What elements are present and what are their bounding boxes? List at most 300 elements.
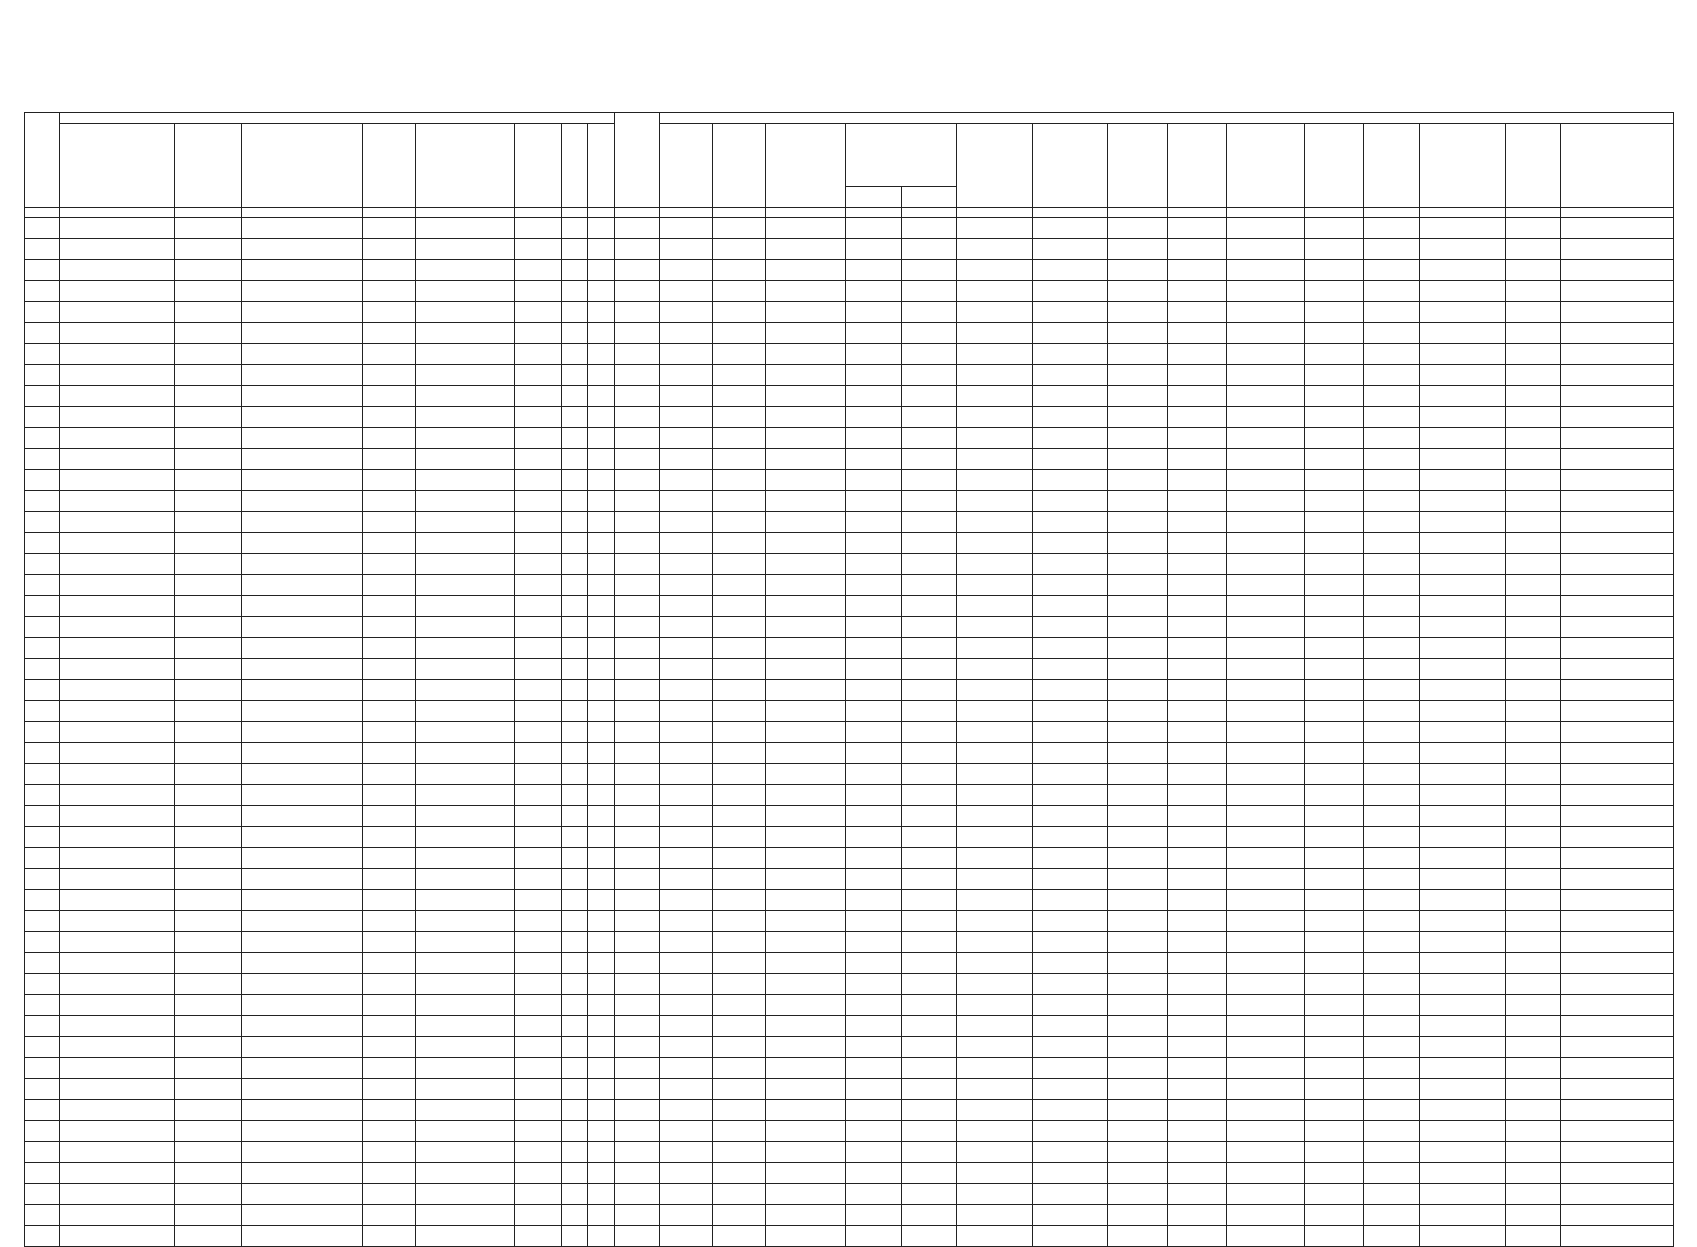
table-row [25, 995, 1674, 1016]
cell-col-16 [956, 386, 1032, 407]
cell-col-9 [588, 1100, 615, 1121]
cell-col-1 [25, 743, 60, 764]
cell-col-16 [956, 470, 1032, 491]
cell-col-13 [766, 617, 846, 638]
cell-col-17 [1032, 827, 1108, 848]
cell-col-21 [1305, 785, 1364, 806]
cell-col-12 [713, 554, 766, 575]
cell-col-25 [1561, 974, 1674, 995]
cell-col-5 [362, 974, 415, 995]
cell-col-22 [1364, 1163, 1419, 1184]
cell-col-15 [901, 722, 956, 743]
cell-col-5 [362, 701, 415, 722]
cell-col-12 [713, 1163, 766, 1184]
cell-col-21 [1305, 386, 1364, 407]
cell-col-20 [1227, 365, 1305, 386]
table-row [25, 575, 1674, 596]
col-header-20 [1227, 124, 1305, 208]
cell-col-7 [514, 512, 561, 533]
cell-col-9 [588, 1142, 615, 1163]
cell-col-18 [1108, 512, 1167, 533]
cell-col-1 [25, 239, 60, 260]
cell-col-25 [1561, 743, 1674, 764]
cell-col-10 [614, 1142, 659, 1163]
cell-col-20 [1227, 848, 1305, 869]
cell-col-25 [1561, 911, 1674, 932]
cell-col-12 [713, 659, 766, 680]
cell-col-12 [713, 911, 766, 932]
cell-col-11 [659, 407, 712, 428]
cell-col-25 [1561, 533, 1674, 554]
cell-col-15 [901, 239, 956, 260]
cell-col-17 [1032, 701, 1108, 722]
cell-col-23 [1419, 1205, 1505, 1226]
cell-col-3 [174, 722, 242, 743]
cell-col-9 [588, 806, 615, 827]
cell-col-3 [174, 953, 242, 974]
cell-col-24 [1505, 659, 1560, 680]
cell-col-12 [713, 680, 766, 701]
cell-col-14 [846, 1058, 901, 1079]
cell-col-16 [956, 701, 1032, 722]
cell-col-25 [1561, 449, 1674, 470]
cell-col-10 [614, 701, 659, 722]
cell-col-9 [588, 218, 615, 239]
col-header-7 [514, 124, 561, 208]
cell-col-3 [174, 365, 242, 386]
cell-col-5 [362, 1163, 415, 1184]
cell-col-3 [174, 1058, 242, 1079]
cell-col-6 [416, 323, 514, 344]
cell-col-4 [242, 806, 363, 827]
cell-col-6 [416, 533, 514, 554]
cell-col-9 [588, 869, 615, 890]
cell-col-3 [174, 890, 242, 911]
cell-col-17 [1032, 869, 1108, 890]
cell-col-4 [242, 827, 363, 848]
cell-col-23 [1419, 407, 1505, 428]
cell-col-14 [846, 407, 901, 428]
cell-col-12 [713, 827, 766, 848]
cell-col-21 [1305, 806, 1364, 827]
cell-col-16 [956, 869, 1032, 890]
cell-col-8 [561, 638, 588, 659]
cell-col-21 [1305, 218, 1364, 239]
cell-col-19 [1167, 596, 1226, 617]
cell-col-14 [846, 512, 901, 533]
cell-col-5 [362, 869, 415, 890]
cell-col-8 [561, 701, 588, 722]
cell-col-7 [514, 848, 561, 869]
cell-col-25 [1561, 1058, 1674, 1079]
cell-col-18 [1108, 1205, 1167, 1226]
cell-col-19 [1167, 491, 1226, 512]
cell-col-8 [561, 890, 588, 911]
cell-col-17 [1032, 932, 1108, 953]
col-header-21 [1305, 124, 1364, 208]
table-body [25, 218, 1674, 1247]
cell-col-22 [1364, 491, 1419, 512]
table-row [25, 701, 1674, 722]
cell-col-12 [713, 491, 766, 512]
cell-col-22 [1364, 1205, 1419, 1226]
cell-col-1 [25, 302, 60, 323]
table-row [25, 932, 1674, 953]
cell-col-14 [846, 596, 901, 617]
cell-col-8 [561, 1205, 588, 1226]
cell-col-2 [59, 386, 174, 407]
col-header-12 [713, 124, 766, 208]
cell-col-2 [59, 890, 174, 911]
cell-col-13 [766, 806, 846, 827]
cell-col-13 [766, 512, 846, 533]
col-header-23 [1419, 124, 1505, 208]
cell-col-17 [1032, 596, 1108, 617]
cell-col-22 [1364, 617, 1419, 638]
cell-col-25 [1561, 659, 1674, 680]
table-row [25, 680, 1674, 701]
cell-col-12 [713, 260, 766, 281]
cell-col-9 [588, 533, 615, 554]
cell-col-20 [1227, 302, 1305, 323]
cell-col-14 [846, 260, 901, 281]
cell-col-24 [1505, 848, 1560, 869]
cell-col-20 [1227, 1205, 1305, 1226]
cell-col-5 [362, 827, 415, 848]
cell-col-10 [614, 470, 659, 491]
column-number [25, 208, 60, 218]
cell-col-16 [956, 260, 1032, 281]
cell-col-13 [766, 323, 846, 344]
cell-col-9 [588, 659, 615, 680]
cell-col-12 [713, 785, 766, 806]
cell-col-2 [59, 848, 174, 869]
cell-col-23 [1419, 869, 1505, 890]
cell-col-19 [1167, 386, 1226, 407]
cell-col-21 [1305, 974, 1364, 995]
cell-col-9 [588, 344, 615, 365]
table-row [25, 890, 1674, 911]
cell-col-6 [416, 680, 514, 701]
cell-col-25 [1561, 302, 1674, 323]
cell-col-17 [1032, 386, 1108, 407]
cell-col-11 [659, 344, 712, 365]
cell-col-12 [713, 1016, 766, 1037]
cell-col-24 [1505, 764, 1560, 785]
cell-col-25 [1561, 1205, 1674, 1226]
cell-col-22 [1364, 260, 1419, 281]
cell-col-15 [901, 638, 956, 659]
cell-col-1 [25, 512, 60, 533]
cell-col-22 [1364, 428, 1419, 449]
cell-col-5 [362, 1016, 415, 1037]
cell-col-23 [1419, 974, 1505, 995]
col-header-15 [901, 187, 956, 208]
cell-col-23 [1419, 260, 1505, 281]
cell-col-6 [416, 344, 514, 365]
cell-col-3 [174, 449, 242, 470]
cell-col-8 [561, 974, 588, 995]
cell-col-14 [846, 449, 901, 470]
cell-col-9 [588, 1184, 615, 1205]
table-row [25, 218, 1674, 239]
cell-col-12 [713, 428, 766, 449]
cell-col-14 [846, 659, 901, 680]
cell-col-10 [614, 1079, 659, 1100]
cell-col-19 [1167, 1121, 1226, 1142]
cell-col-17 [1032, 1184, 1108, 1205]
cell-col-16 [956, 218, 1032, 239]
cell-col-25 [1561, 722, 1674, 743]
cell-col-13 [766, 260, 846, 281]
cell-col-13 [766, 239, 846, 260]
cell-col-20 [1227, 596, 1305, 617]
cell-col-7 [514, 260, 561, 281]
cell-col-2 [59, 512, 174, 533]
cell-col-10 [614, 932, 659, 953]
cell-col-15 [901, 218, 956, 239]
cell-col-18 [1108, 680, 1167, 701]
cell-col-9 [588, 638, 615, 659]
cell-col-18 [1108, 449, 1167, 470]
cell-col-1 [25, 554, 60, 575]
cell-col-3 [174, 827, 242, 848]
cell-col-23 [1419, 1142, 1505, 1163]
cell-col-6 [416, 596, 514, 617]
cell-col-16 [956, 239, 1032, 260]
table-row [25, 806, 1674, 827]
cell-col-13 [766, 470, 846, 491]
cell-col-22 [1364, 281, 1419, 302]
cell-col-10 [614, 512, 659, 533]
cell-col-21 [1305, 260, 1364, 281]
table-row [25, 1142, 1674, 1163]
cell-col-18 [1108, 1184, 1167, 1205]
cell-col-21 [1305, 428, 1364, 449]
cell-col-8 [561, 449, 588, 470]
cell-col-23 [1419, 1079, 1505, 1100]
cell-col-3 [174, 281, 242, 302]
cell-col-6 [416, 365, 514, 386]
cell-col-8 [561, 365, 588, 386]
cell-col-24 [1505, 533, 1560, 554]
table-row [25, 1100, 1674, 1121]
cell-col-16 [956, 1184, 1032, 1205]
cell-col-23 [1419, 428, 1505, 449]
cell-col-23 [1419, 281, 1505, 302]
cell-col-9 [588, 512, 615, 533]
cell-col-13 [766, 344, 846, 365]
column-number [614, 208, 659, 218]
cell-col-12 [713, 806, 766, 827]
cell-col-17 [1032, 449, 1108, 470]
cell-col-8 [561, 554, 588, 575]
cell-col-1 [25, 953, 60, 974]
cell-col-13 [766, 1163, 846, 1184]
cell-col-4 [242, 260, 363, 281]
cell-col-13 [766, 638, 846, 659]
cell-col-2 [59, 659, 174, 680]
cell-col-9 [588, 1163, 615, 1184]
cell-col-25 [1561, 470, 1674, 491]
table-row [25, 1058, 1674, 1079]
cell-col-7 [514, 407, 561, 428]
cell-col-3 [174, 848, 242, 869]
cell-col-14 [846, 302, 901, 323]
cell-col-2 [59, 953, 174, 974]
cell-col-4 [242, 491, 363, 512]
cell-col-15 [901, 890, 956, 911]
cell-col-4 [242, 323, 363, 344]
cell-col-12 [713, 764, 766, 785]
cell-col-5 [362, 512, 415, 533]
cell-col-23 [1419, 449, 1505, 470]
cell-col-11 [659, 1205, 712, 1226]
cell-col-23 [1419, 848, 1505, 869]
cell-col-4 [242, 659, 363, 680]
cell-col-25 [1561, 1100, 1674, 1121]
cell-col-2 [59, 1205, 174, 1226]
cell-col-15 [901, 1079, 956, 1100]
table-row [25, 449, 1674, 470]
cell-col-2 [59, 764, 174, 785]
cell-col-8 [561, 239, 588, 260]
cell-col-10 [614, 533, 659, 554]
cell-col-24 [1505, 1226, 1560, 1247]
column-number [846, 208, 901, 218]
cell-col-2 [59, 554, 174, 575]
cell-col-23 [1419, 743, 1505, 764]
cell-col-22 [1364, 1121, 1419, 1142]
cell-col-22 [1364, 302, 1419, 323]
cell-col-14 [846, 911, 901, 932]
cell-col-19 [1167, 1037, 1226, 1058]
cell-col-3 [174, 659, 242, 680]
cell-col-1 [25, 974, 60, 995]
cell-col-23 [1419, 491, 1505, 512]
cell-col-2 [59, 1184, 174, 1205]
cell-col-4 [242, 995, 363, 1016]
cell-col-3 [174, 596, 242, 617]
cell-col-6 [416, 659, 514, 680]
cell-col-14 [846, 218, 901, 239]
cell-col-1 [25, 596, 60, 617]
cell-col-21 [1305, 1163, 1364, 1184]
cell-col-6 [416, 491, 514, 512]
cell-col-23 [1419, 386, 1505, 407]
cell-col-8 [561, 743, 588, 764]
cell-col-12 [713, 596, 766, 617]
cell-col-21 [1305, 995, 1364, 1016]
cell-col-11 [659, 827, 712, 848]
cell-col-19 [1167, 344, 1226, 365]
cell-col-2 [59, 596, 174, 617]
cell-col-13 [766, 218, 846, 239]
cell-col-4 [242, 1142, 363, 1163]
cell-col-12 [713, 1184, 766, 1205]
cell-col-19 [1167, 1142, 1226, 1163]
cell-col-11 [659, 1184, 712, 1205]
cell-col-2 [59, 407, 174, 428]
cell-col-7 [514, 1058, 561, 1079]
cell-col-24 [1505, 302, 1560, 323]
cell-col-8 [561, 659, 588, 680]
cell-col-10 [614, 491, 659, 512]
cell-col-4 [242, 974, 363, 995]
cell-col-16 [956, 323, 1032, 344]
cell-col-17 [1032, 764, 1108, 785]
cell-col-23 [1419, 365, 1505, 386]
cell-col-18 [1108, 344, 1167, 365]
cell-col-6 [416, 512, 514, 533]
cell-col-14 [846, 1205, 901, 1226]
cell-col-16 [956, 722, 1032, 743]
cell-col-21 [1305, 1121, 1364, 1142]
cell-col-7 [514, 365, 561, 386]
cell-col-20 [1227, 722, 1305, 743]
table-row [25, 617, 1674, 638]
cell-col-23 [1419, 1058, 1505, 1079]
cell-col-13 [766, 1100, 846, 1121]
cell-col-23 [1419, 995, 1505, 1016]
table-row [25, 785, 1674, 806]
cell-col-3 [174, 239, 242, 260]
cell-col-5 [362, 239, 415, 260]
cell-col-17 [1032, 281, 1108, 302]
cell-col-15 [901, 764, 956, 785]
cell-col-11 [659, 848, 712, 869]
cell-col-3 [174, 491, 242, 512]
cell-col-24 [1505, 869, 1560, 890]
cell-col-7 [514, 575, 561, 596]
column-number [1419, 208, 1505, 218]
col-header-19 [1167, 124, 1226, 208]
cell-col-17 [1032, 1163, 1108, 1184]
cell-col-4 [242, 1016, 363, 1037]
cell-col-14 [846, 617, 901, 638]
cell-col-8 [561, 785, 588, 806]
cell-col-1 [25, 1079, 60, 1100]
cell-col-4 [242, 638, 363, 659]
cell-col-4 [242, 575, 363, 596]
column-number [1108, 208, 1167, 218]
cell-col-23 [1419, 344, 1505, 365]
cell-col-3 [174, 575, 242, 596]
cell-col-17 [1032, 1058, 1108, 1079]
cell-col-22 [1364, 218, 1419, 239]
cell-col-10 [614, 1163, 659, 1184]
cell-col-20 [1227, 974, 1305, 995]
cell-col-11 [659, 323, 712, 344]
cell-col-2 [59, 638, 174, 659]
column-number [59, 208, 174, 218]
cell-col-9 [588, 596, 615, 617]
cell-col-20 [1227, 701, 1305, 722]
cell-col-24 [1505, 239, 1560, 260]
cell-col-12 [713, 1100, 766, 1121]
col-header-4 [242, 124, 363, 208]
cell-col-10 [614, 1184, 659, 1205]
table-row [25, 659, 1674, 680]
cell-col-13 [766, 848, 846, 869]
cell-col-10 [614, 449, 659, 470]
column-number [514, 208, 561, 218]
cell-col-9 [588, 281, 615, 302]
cell-col-20 [1227, 869, 1305, 890]
cell-col-17 [1032, 722, 1108, 743]
cell-col-15 [901, 470, 956, 491]
cell-col-1 [25, 281, 60, 302]
